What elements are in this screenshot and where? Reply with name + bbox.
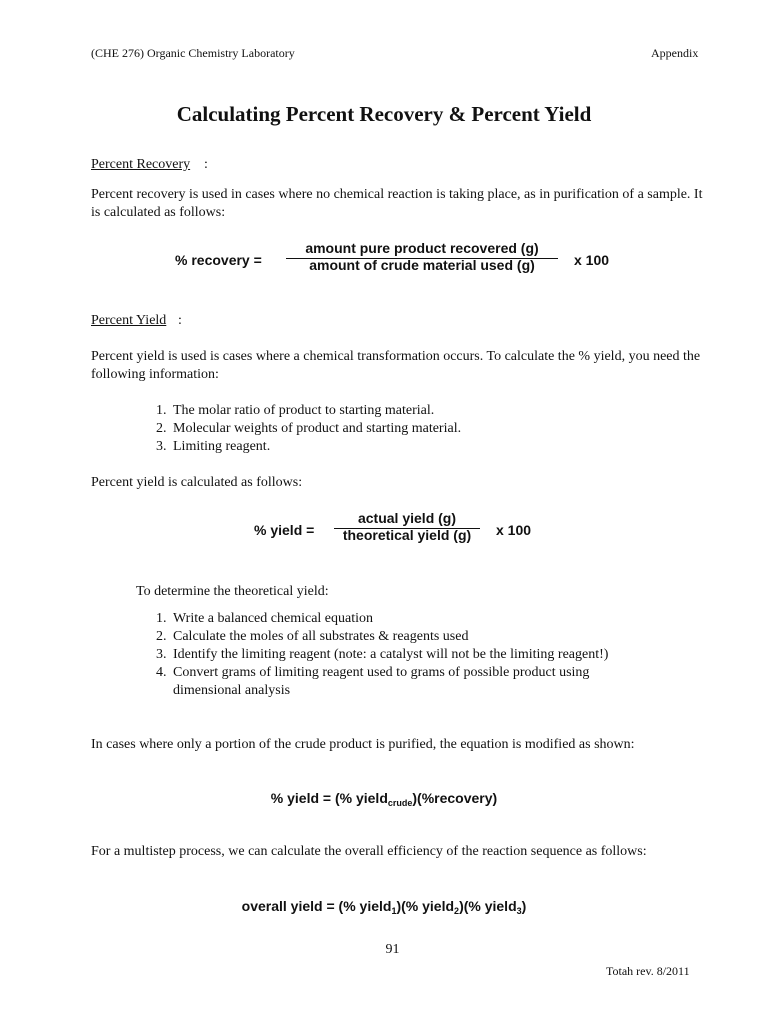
list-item-number: 3.: [156, 439, 167, 454]
list-item-text: Molecular weights of product and starting material.: [173, 421, 462, 436]
list-item: [156, 438, 673, 456]
requirements-list: [156, 402, 673, 456]
overall-formula-end: ): [521, 898, 527, 914]
list-item: [156, 402, 673, 420]
list-item: [156, 628, 693, 646]
list-item-text: Write a balanced chemical equation: [173, 611, 373, 626]
yield-formula-multiplier: x 100: [496, 522, 532, 538]
list-item-number: 2.: [156, 629, 167, 644]
multistep-intro: For a multistep process, we can calculate the overall efficiency of the reaction sequence as follows:: [91, 844, 647, 859]
page-title: Calculating Percent Recovery & Percent Yield: [176, 102, 592, 126]
overall-yield-formula: [0, 898, 768, 916]
page-number: 91: [385, 942, 400, 957]
list-item-text: Limiting reagent.: [173, 439, 271, 454]
yield-heading-colon: :: [178, 313, 182, 328]
recovery-formula-lhs: % recovery =: [175, 252, 262, 268]
list-item: [156, 610, 693, 628]
yield-heading: [91, 313, 166, 329]
header-section: Appendix: [651, 46, 699, 60]
recovery-heading-text: Percent Recovery: [91, 157, 191, 172]
header-course: (CHE 276) Organic Chemistry Laboratory: [91, 46, 295, 60]
list-item-number: 2.: [156, 421, 167, 436]
overall-formula-lhs: overall yield = (% yield: [241, 898, 392, 914]
list-item-text: Convert grams of limiting reagent used to grams of possible product using dimensional analysis: [173, 665, 590, 698]
overall-formula-mid2: )(% yield: [459, 898, 517, 914]
yield-calc-intro: Percent yield is calculated as follows:: [91, 475, 303, 490]
yield-heading-text: Percent Yield: [91, 313, 167, 328]
list-item-text: Calculate the moles of all substrates & reagents used: [173, 629, 469, 644]
theoretical-steps-list: [156, 610, 693, 700]
overall-formula-sub2: 2: [454, 906, 460, 916]
recovery-intro: Percent recovery is used in cases where no chemical reaction is taking place, as in purification of a sample. It is calculated as follows:: [91, 187, 703, 220]
overall-formula-sub1: 1: [391, 906, 397, 916]
overall-formula-mid1: )(% yield: [396, 898, 455, 914]
list-item: [156, 664, 633, 700]
yield-formula-denominator: theoretical yield (g): [342, 527, 472, 543]
list-item: [156, 646, 693, 664]
revision-note: Totah rev. 8/2011: [606, 964, 690, 978]
list-item-number: 3.: [156, 647, 167, 662]
list-item-text: The molar ratio of product to starting material.: [173, 403, 435, 418]
yield-formula-numerator: actual yield (g): [357, 510, 457, 526]
recovery-formula-multiplier: x 100: [574, 252, 610, 268]
recovery-formula-denominator: amount of crude material used (g): [309, 257, 535, 273]
overall-formula-sub3: 3: [516, 906, 522, 916]
crude-intro: In cases where only a portion of the crude product is purified, the equation is modified as shown:: [91, 737, 635, 752]
yield-formula-lhs: % yield =: [254, 522, 315, 538]
recovery-heading-colon: :: [204, 157, 208, 172]
list-item: [156, 420, 673, 438]
recovery-formula-numerator: amount pure product recovered (g): [305, 240, 539, 256]
list-item-number: 4.: [156, 665, 167, 680]
recovery-heading: [91, 157, 190, 173]
crude-formula-subscript: crude: [387, 798, 413, 808]
crude-formula-part1: % yield = (% yield: [270, 790, 388, 806]
crude-formula-part2: )(%recovery): [412, 790, 498, 806]
yield-intro: Percent yield is used is cases where a chemical transformation occurs. To calculate the % yield, you need the following information:: [91, 349, 701, 382]
theoretical-intro: To determine the theoretical yield:: [136, 584, 329, 599]
crude-yield-formula: [0, 790, 768, 808]
list-item-text: Identify the limiting reagent (note: a catalyst will not be the limiting reagent!): [173, 647, 609, 662]
list-item-number: 1.: [156, 611, 167, 626]
list-item-number: 1.: [156, 403, 167, 418]
